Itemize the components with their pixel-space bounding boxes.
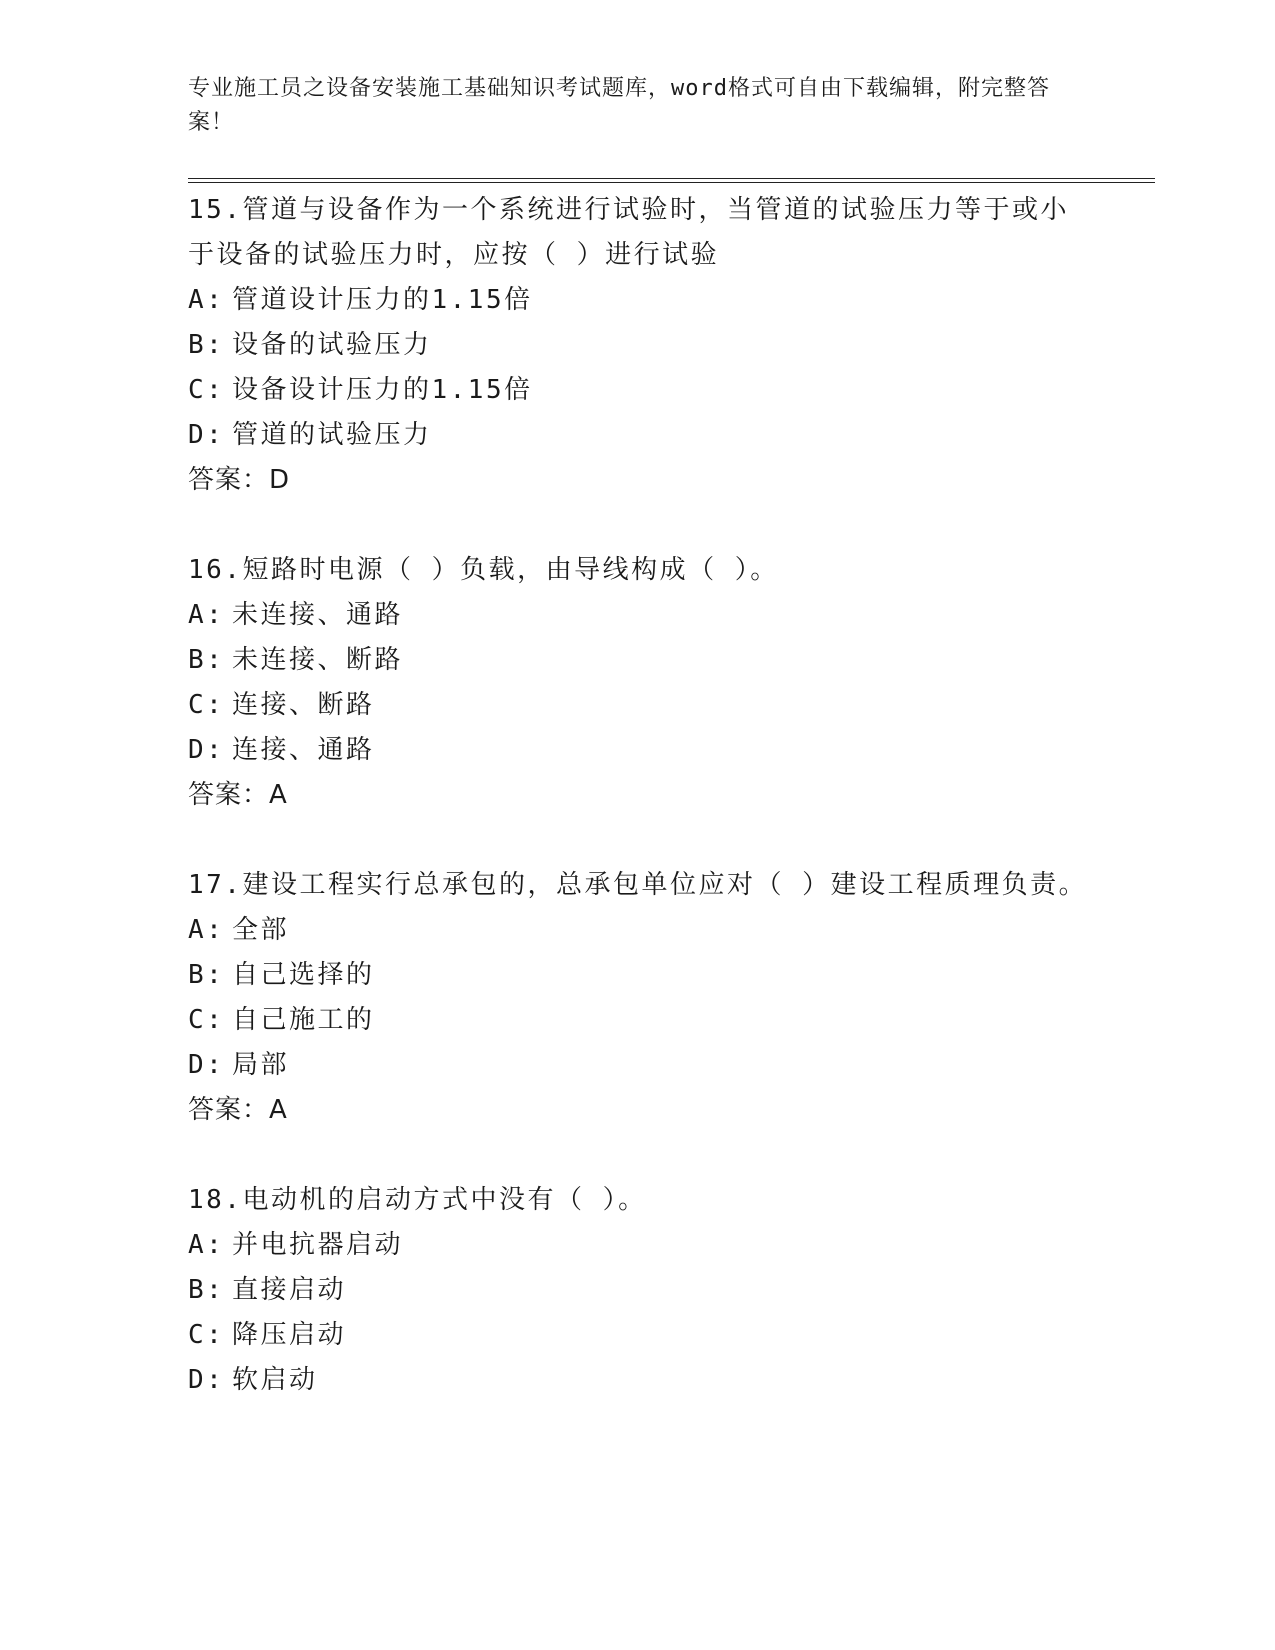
question-text: 17.建设工程实行总承包的，总承包单位应对（ ）建设工程质理负责。 xyxy=(188,870,1088,900)
option-text: 未连接、断路 xyxy=(232,645,404,675)
answer-line: 答案：D xyxy=(188,465,291,495)
option-letter: C: xyxy=(188,375,225,405)
option-c xyxy=(188,1313,1088,1358)
option-a xyxy=(188,593,1088,638)
option-letter: A: xyxy=(188,285,225,315)
option-text: 自己选择的 xyxy=(232,960,375,990)
option-text: 管道的试验压力 xyxy=(232,420,432,450)
option-letter: D: xyxy=(188,1050,225,1080)
option-letter: C: xyxy=(188,690,225,720)
option-d xyxy=(188,1043,1088,1088)
option-text: 设备的试验压力 xyxy=(232,330,432,360)
option-b xyxy=(188,323,1088,368)
question-17 xyxy=(188,863,1088,1133)
question-list xyxy=(188,188,1088,1448)
question-text: 15.管道与设备作为一个系统进行试验时，当管道的试验压力等于或小于设备的试验压力时，应按（ ）进行试验 xyxy=(188,195,1069,270)
option-text: 管道设计压力的1.15倍 xyxy=(232,285,533,315)
option-text: 降压启动 xyxy=(232,1320,347,1350)
option-c xyxy=(188,368,1088,413)
option-a xyxy=(188,278,1088,323)
option-a xyxy=(188,908,1088,953)
answer-line: 答案：A xyxy=(188,780,288,810)
question-18 xyxy=(188,1178,1088,1403)
header-divider xyxy=(188,178,1155,183)
option-d xyxy=(188,413,1088,458)
option-c xyxy=(188,683,1088,728)
option-b xyxy=(188,1268,1088,1313)
option-letter: A: xyxy=(188,915,225,945)
option-letter: A: xyxy=(188,600,225,630)
option-text: 设备设计压力的1.15倍 xyxy=(232,375,533,405)
option-letter: C: xyxy=(188,1320,225,1350)
option-b xyxy=(188,638,1088,683)
option-letter: C: xyxy=(188,1005,225,1035)
option-letter: B: xyxy=(188,330,225,360)
option-letter: D: xyxy=(188,420,225,450)
option-text: 连接、通路 xyxy=(232,735,375,765)
option-text: 未连接、通路 xyxy=(232,600,404,630)
option-text: 软启动 xyxy=(232,1365,318,1395)
option-letter: B: xyxy=(188,1275,225,1305)
option-text: 自己施工的 xyxy=(232,1005,375,1035)
option-text: 全部 xyxy=(232,915,290,945)
option-c xyxy=(188,998,1088,1043)
option-text: 直接启动 xyxy=(232,1275,347,1305)
option-text: 并电抗器启动 xyxy=(232,1230,404,1260)
option-letter: D: xyxy=(188,1365,225,1395)
option-b xyxy=(188,953,1088,998)
option-text: 局部 xyxy=(232,1050,290,1080)
option-text: 连接、断路 xyxy=(232,690,375,720)
document-header: 专业施工员之设备安装施工基础知识考试题库，word格式可自由下载编辑，附完整答案！ xyxy=(188,76,1050,135)
question-15 xyxy=(188,188,1088,503)
question-text: 18.电动机的启动方式中没有（ ）。 xyxy=(188,1185,647,1215)
option-a xyxy=(188,1223,1088,1268)
option-letter: A: xyxy=(188,1230,225,1260)
answer-line: 答案：A xyxy=(188,1095,288,1125)
option-d xyxy=(188,1358,1088,1403)
option-d xyxy=(188,728,1088,773)
option-letter: D: xyxy=(188,735,225,765)
question-16 xyxy=(188,548,1088,818)
option-letter: B: xyxy=(188,645,225,675)
question-text: 16.短路时电源（ ）负载，由导线构成（ ）。 xyxy=(188,555,779,585)
option-letter: B: xyxy=(188,960,225,990)
